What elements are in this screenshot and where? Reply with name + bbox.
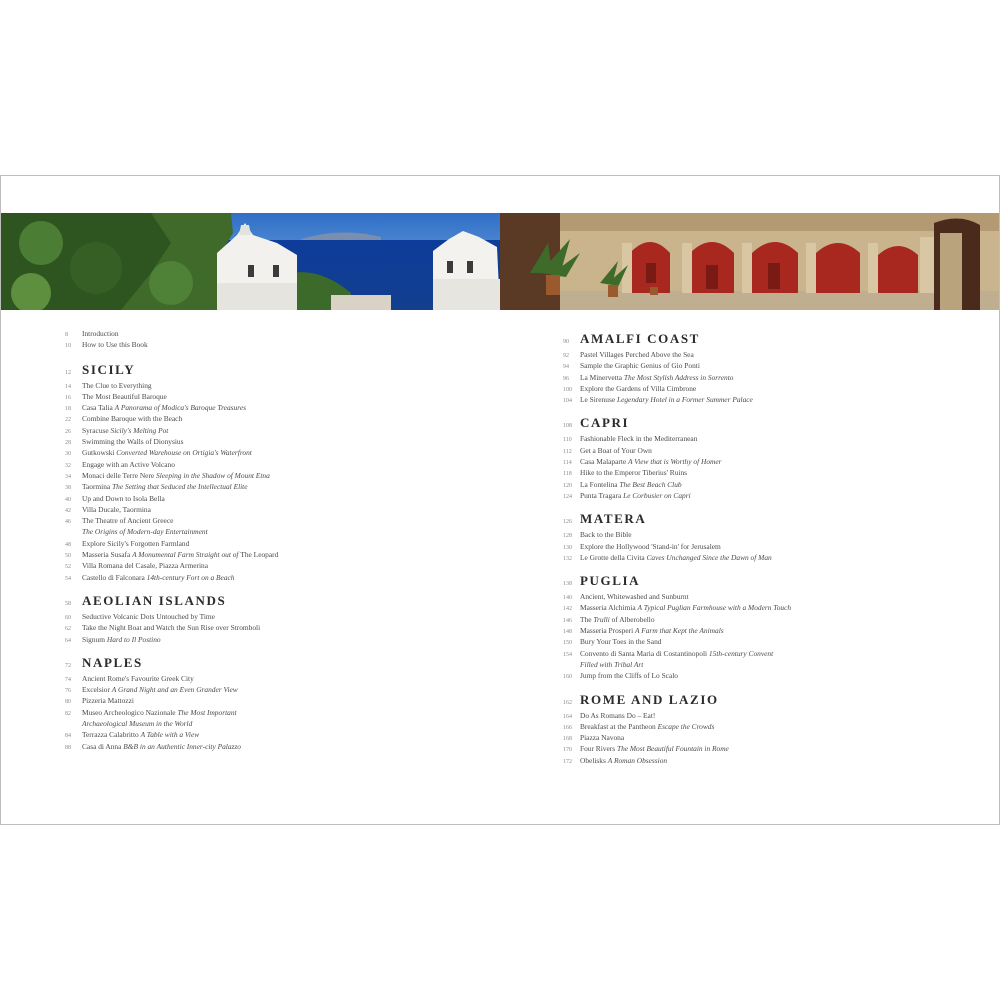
entry-title: Introduction — [82, 329, 119, 338]
page-number: 94 — [563, 364, 569, 371]
entry-title-text: Convento di Santa Maria di Costantinopoli — [580, 648, 709, 658]
toc-entry[interactable] — [563, 710, 983, 721]
entry-title-text: Ancient Rome's Favourite Greek City — [82, 673, 194, 683]
toc-entry[interactable] — [563, 552, 983, 563]
entry-title-italic: Archaeological Museum in the World — [82, 719, 193, 729]
toc-entry[interactable] — [65, 425, 485, 436]
entry-title-text: Punta Tragara — [580, 490, 624, 500]
entry-title-text: Up and Down to Isola Bella — [82, 493, 165, 503]
entry-title-text: Fashionable Fleck in the Mediterranean — [580, 434, 698, 444]
page-number: 148 — [563, 629, 572, 636]
page-number: 34 — [65, 473, 71, 480]
toc-entry[interactable] — [65, 684, 485, 695]
page-number: 76 — [65, 688, 71, 695]
entry-title-text: Monaci delle Terre Nere — [82, 470, 157, 480]
entry-title — [580, 467, 687, 478]
entry-title-text: Seductive Volcanic Dots Untouched by Time — [82, 611, 215, 621]
page-number: 166 — [563, 724, 572, 731]
book-spread — [0, 175, 1000, 825]
entry-title-text: Gutkowski — [82, 448, 117, 458]
page-number: 30 — [65, 451, 71, 458]
toc-section — [65, 362, 485, 583]
section-heading[interactable] — [563, 331, 983, 349]
toc-entry[interactable] — [563, 636, 983, 647]
toc-entry[interactable] — [563, 467, 983, 478]
toc-entry[interactable] — [65, 718, 485, 729]
toc-entry[interactable] — [65, 391, 485, 402]
entry-title — [580, 529, 632, 540]
cloister-photo-illustration — [500, 213, 999, 310]
entry-title — [82, 380, 152, 391]
entry-title-text: Bury Your Toes in the Sand — [580, 637, 662, 647]
entry-title — [580, 541, 721, 552]
page-number: 52 — [65, 564, 71, 571]
entry-title-text: Take the Night Boat and Watch the Sun Rise over Stromboli — [82, 623, 261, 633]
toc-entry[interactable] — [65, 459, 485, 470]
toc-entry[interactable] — [563, 490, 983, 501]
toc-entry[interactable] — [65, 515, 485, 526]
entry-title — [82, 425, 168, 436]
entry-title — [82, 459, 175, 470]
entry-title-text: The Most Beautiful Baroque — [82, 391, 167, 401]
entry-title-text: Villa Romana del Casale, Piazza Armerina — [82, 561, 208, 571]
page-number: 100 — [563, 386, 572, 393]
entry-title — [580, 710, 655, 721]
section-page-number: 58 — [65, 600, 71, 607]
entry-title — [580, 648, 773, 659]
entry-title-text: Casa di Anna — [82, 741, 124, 751]
page-number: 130 — [563, 544, 572, 551]
toc-entry[interactable] — [563, 541, 983, 552]
page-number: 140 — [563, 595, 572, 602]
entry-title-italic: 14th-century Fort on a Beach — [146, 572, 235, 582]
entry-title-italic: Converted Warehouse on Ortigia's Waterfront — [116, 448, 252, 458]
entry-title-text: Swimming the Walls of Dionysius — [82, 437, 184, 447]
page-number: 142 — [563, 606, 572, 613]
entry-title — [82, 611, 215, 622]
entry-title-text: Engage with an Active Volcano — [82, 459, 175, 469]
entry-title-italic: Hard to Il Postino — [106, 634, 161, 644]
section-heading[interactable] — [563, 415, 983, 433]
section-title: AMALFI COAST — [580, 331, 700, 346]
entry-title — [580, 755, 667, 766]
page-number: 26 — [65, 428, 71, 435]
toc-entry[interactable] — [563, 602, 983, 613]
entry-title-text: Masseria Prosperi — [580, 626, 636, 636]
section-title: SICILY — [82, 361, 136, 377]
page-number: 84 — [65, 733, 71, 740]
page-number: 170 — [563, 747, 572, 754]
entry-title-italic: A Panorama of Modica's Baroque Treasures — [114, 403, 246, 413]
toc-section — [563, 692, 983, 766]
entry-title-text: The Theatre of Ancient Greece — [82, 516, 174, 526]
page-number: 16 — [65, 394, 71, 401]
entry-title — [82, 741, 241, 752]
section-page-number: 108 — [563, 423, 572, 430]
entry-title-text: La Fontelina — [580, 479, 620, 489]
page-number: 150 — [563, 640, 572, 647]
toc-entry[interactable] — [65, 729, 485, 740]
entry-title-italic: A Table with a View — [140, 730, 200, 740]
toc-entry[interactable] — [563, 479, 983, 490]
entry-title-text: Breakfast at the Pantheon — [580, 721, 658, 731]
page-number: 128 — [563, 533, 572, 540]
entry-title-text: Taormina — [82, 482, 113, 492]
toc-entry[interactable] — [65, 622, 485, 633]
entry-title — [82, 515, 173, 526]
entry-title: How to Use this Book — [82, 340, 148, 350]
page-number: 92 — [563, 353, 569, 359]
page-number: 42 — [65, 507, 71, 514]
page-number: 110 — [563, 437, 572, 444]
section-page-number: 90 — [563, 339, 569, 345]
entry-title-text: Explore Sicily's Forgotten Farmland — [82, 538, 190, 548]
entry-title-text: Castello di Falconara — [82, 572, 147, 582]
entry-title-italic: B&B in an Authentic Inner-city Palazzo — [123, 741, 242, 751]
toc-entry[interactable] — [65, 549, 485, 560]
toc-entry[interactable] — [563, 383, 983, 394]
section-title: AEOLIAN ISLANDS — [82, 592, 227, 608]
section-heading[interactable] — [65, 655, 485, 673]
toc-entry[interactable] — [65, 611, 485, 622]
entry-title-text: Obelisks — [580, 755, 608, 765]
entry-title — [580, 614, 655, 625]
page-number: 164 — [563, 713, 572, 720]
toc-right-column — [563, 328, 983, 776]
entry-title — [580, 625, 724, 636]
section-page-number: 72 — [65, 662, 71, 669]
entry-title — [82, 622, 260, 633]
page-number: 22 — [65, 417, 71, 424]
entry-title-text: Le Grotte della Civita — [580, 552, 647, 562]
entry-title — [82, 572, 235, 583]
entry-title-text: Four Rivers — [580, 744, 617, 754]
page-number: 64 — [65, 637, 71, 644]
entry-title — [82, 673, 194, 684]
toc-entry[interactable] — [65, 470, 485, 481]
entry-title — [580, 602, 791, 613]
entry-title-italic: The Most Important — [177, 707, 237, 717]
page-number: 82 — [65, 710, 71, 717]
entry-title-italic: Le Corbusier on Capri — [623, 490, 691, 500]
entry-title-italic: Filled with Tribal Art — [580, 659, 644, 669]
toc-entry[interactable] — [563, 721, 983, 732]
entry-title — [82, 695, 134, 706]
entry-title — [580, 445, 652, 456]
toc-entry[interactable] — [65, 413, 485, 424]
toc-entry[interactable] — [563, 456, 983, 467]
section-heading[interactable] — [563, 511, 983, 529]
section-title: ROME AND LAZIO — [580, 691, 719, 707]
entry-title — [580, 372, 733, 383]
page-number: 112 — [563, 448, 572, 455]
toc-entry[interactable] — [65, 526, 485, 537]
toc-entry[interactable] — [65, 572, 485, 583]
section-page-number: 12 — [65, 369, 71, 376]
entry-title-text: Jump from the Cliffs of Lo Scalo — [580, 671, 678, 681]
page-number: 32 — [65, 462, 71, 469]
entry-title — [82, 634, 161, 645]
page-number: 80 — [65, 699, 71, 706]
entry-title-text: Get a Boat of Your Own — [580, 445, 652, 455]
page-number: 10 — [65, 343, 71, 350]
entry-title-text: Casa Malaparte — [580, 457, 629, 467]
toc-entry[interactable] — [563, 529, 983, 540]
entry-title — [82, 718, 192, 729]
entry-title-text: Sample the Graphic Genius of Gio Ponti — [580, 361, 700, 371]
toc-entry[interactable] — [65, 695, 485, 706]
entry-title — [82, 447, 252, 458]
entry-title — [580, 636, 661, 647]
entry-title — [82, 481, 248, 492]
entry-title-italic: Caves Unchanged Since the Dawn of Man — [646, 552, 772, 562]
entry-title-italic: A Typical Puglian Farmhouse with a Modern Touch — [637, 603, 792, 613]
entry-title-italic: 15th-century Convent — [708, 648, 774, 658]
page-number: 124 — [563, 493, 572, 500]
entry-title-text: Villa Ducale, Taormina — [82, 504, 151, 514]
entry-title-tail: The Leopard — [240, 550, 279, 560]
entry-title-text: Museo Archeologico Nazionale — [82, 707, 178, 717]
section-title: NAPLES — [82, 654, 143, 670]
entry-title-italic: A Grand Night and an Even Grander View — [111, 685, 238, 695]
toc-entry[interactable] — [65, 481, 485, 492]
toc-entry[interactable] — [563, 445, 983, 456]
entry-title-italic: A View that is Worthy of Homer — [628, 457, 722, 467]
entry-title — [580, 456, 722, 467]
page-number: 168 — [563, 736, 572, 743]
toc-entry[interactable] — [65, 707, 485, 718]
page-number: 40 — [65, 496, 71, 503]
photo-cloister — [500, 213, 999, 310]
page-number: 18 — [65, 406, 71, 413]
page-number: 50 — [65, 553, 71, 560]
page-number: 46 — [65, 519, 71, 526]
page-number: 28 — [65, 440, 71, 447]
section-heading[interactable] — [563, 692, 983, 710]
entry-title-text: The Clue to Everything — [82, 380, 152, 390]
page-number: 114 — [563, 460, 572, 467]
toc-entry[interactable] — [563, 755, 983, 766]
page-number: 172 — [563, 758, 572, 765]
page-number: 8 — [65, 332, 68, 338]
entry-title-italic: The Origins of Modern-day Entertainment — [82, 527, 208, 537]
toc-left-sections — [65, 362, 485, 752]
entry-title-text: Excelsior — [82, 685, 112, 695]
entry-title-text: The — [580, 614, 594, 624]
entry-title-text: Do As Romans Do – Eat! — [580, 710, 656, 720]
entry-title-text: Pastel Villages Perched Above the Sea — [580, 350, 694, 359]
entry-title — [82, 504, 151, 515]
page-number: 96 — [563, 375, 569, 382]
entry-title — [580, 360, 700, 371]
entry-title-tail: of Alberobello — [609, 614, 655, 624]
toc-entry[interactable] — [563, 659, 983, 670]
toc-entry[interactable] — [65, 560, 485, 571]
entry-title-text: Hike to the Emperor Tiberius' Ruins — [580, 468, 688, 478]
photo-coast — [1, 213, 500, 310]
toc-entry[interactable] — [65, 493, 485, 504]
entry-title — [82, 684, 238, 695]
entry-title — [580, 349, 694, 360]
toc-entry[interactable] — [563, 372, 983, 383]
entry-title-italic: The Best Beach Club — [619, 479, 682, 489]
entry-title-italic: The Setting that Seduced the Intellectual Elite — [112, 482, 248, 492]
entry-title — [82, 436, 184, 447]
page-number: 118 — [563, 471, 572, 478]
toc-entry[interactable] — [563, 648, 983, 659]
section-heading[interactable] — [65, 593, 485, 611]
entry-title-text: Masseria Susafa — [82, 550, 133, 560]
toc-entry[interactable] — [65, 328, 485, 339]
toc-entry[interactable] — [65, 447, 485, 458]
page-number: 62 — [65, 626, 71, 633]
toc-section — [65, 655, 485, 752]
entry-title-text: Combine Baroque with the Beach — [82, 414, 183, 424]
toc-entry[interactable] — [563, 743, 983, 754]
entry-title — [82, 470, 270, 481]
entry-title — [580, 552, 772, 563]
toc-right-sections — [563, 331, 983, 766]
entry-title-text: Piazza Navona — [580, 733, 625, 743]
entry-title — [82, 538, 189, 549]
entry-title — [82, 413, 182, 424]
page-number: 14 — [65, 383, 71, 390]
entry-title — [82, 402, 246, 413]
entry-title — [580, 479, 682, 490]
page-number: 88 — [65, 744, 71, 751]
page-number: 132 — [563, 555, 572, 562]
section-title: CAPRI — [580, 415, 630, 431]
toc-entry[interactable] — [563, 433, 983, 444]
entry-title — [580, 721, 714, 732]
toc-entry[interactable] — [65, 380, 485, 391]
toc-entry[interactable] — [65, 741, 485, 752]
entry-title — [82, 549, 278, 560]
section-heading[interactable] — [65, 362, 485, 380]
toc-entry[interactable] — [563, 591, 983, 602]
section-page-number: 126 — [563, 519, 572, 526]
entry-title-italic: The Most Stylish Address in Sorrento — [623, 372, 734, 382]
entry-title-text: Terrazza Calabritto — [82, 730, 141, 740]
page-number: 120 — [563, 482, 572, 489]
entry-title-italic: Escape the Crowds — [657, 721, 715, 731]
toc-entry[interactable] — [563, 614, 983, 625]
toc-entry[interactable] — [65, 538, 485, 549]
entry-title-italic: A Farm that Kept the Animals — [635, 626, 724, 636]
toc-entry[interactable] — [563, 732, 983, 743]
entry-title-italic: A Monumental Farm Straight out of — [132, 550, 241, 560]
entry-title — [580, 394, 753, 405]
entry-title — [580, 490, 691, 501]
toc-section — [563, 415, 983, 501]
toc-left-column — [65, 328, 485, 762]
entry-title — [82, 560, 208, 571]
coast-photo-illustration — [1, 213, 500, 310]
entry-title-text: Masseria Alchimia — [580, 603, 638, 613]
page-number: 154 — [563, 651, 572, 658]
entry-title-text: Syracuse — [82, 425, 111, 435]
entry-title-text: Casa Talia — [82, 403, 115, 413]
section-page-number: 162 — [563, 699, 572, 706]
toc-section — [563, 573, 983, 681]
entry-title-italic: Sicily's Melting Pot — [110, 425, 169, 435]
page-number: 104 — [563, 398, 572, 405]
entry-title-text: Explore the Gardens of Villa Cimbrone — [580, 383, 697, 393]
toc-entry[interactable] — [65, 339, 485, 350]
entry-title-italic: A Roman Obsession — [607, 755, 668, 765]
entry-title — [82, 493, 165, 504]
entry-title-italic: Legendary Hotel in a Former Summer Palace — [616, 395, 753, 405]
toc-section — [65, 593, 485, 645]
entry-title-text: Pizzeria Mattozzi — [82, 696, 134, 706]
toc-entry[interactable] — [563, 360, 983, 371]
page-number: 54 — [65, 575, 71, 582]
entry-title — [580, 383, 696, 394]
page-number: 160 — [563, 674, 572, 681]
section-title: MATERA — [580, 511, 647, 527]
entry-title-italic: Sleeping in the Shadow of Mount Etna — [156, 470, 270, 480]
toc-entry[interactable] — [563, 394, 983, 405]
entry-title — [82, 729, 199, 740]
entry-title-italic: Trulli — [593, 614, 610, 624]
entry-title-text: Le Sirenuse — [580, 395, 617, 405]
entry-title — [580, 659, 643, 670]
toc-entry[interactable] — [65, 504, 485, 515]
page-number: 146 — [563, 617, 572, 624]
entry-title — [580, 591, 689, 602]
page-number: 60 — [65, 614, 71, 621]
entry-title-text: Explore the Hollywood 'Stand-in' for Jerusalem — [580, 541, 721, 551]
entry-title-text: Signum — [82, 634, 107, 644]
toc-section — [563, 331, 983, 405]
entry-title-text: Ancient, Whitewashed and Sunburnt — [580, 592, 689, 602]
entry-title — [580, 670, 678, 681]
toc-entry[interactable] — [65, 634, 485, 645]
toc-entry[interactable] — [563, 625, 983, 636]
section-page-number: 138 — [563, 581, 572, 588]
entry-title — [580, 433, 697, 444]
entry-title — [82, 526, 208, 537]
entry-title — [580, 732, 624, 743]
entry-title-text: Back to the Bible — [580, 530, 632, 540]
toc-section — [563, 511, 983, 563]
page-number: 48 — [65, 541, 71, 548]
toc-entry[interactable] — [563, 349, 983, 360]
entry-title — [580, 743, 729, 754]
page-number: 74 — [65, 676, 71, 683]
section-heading[interactable] — [563, 573, 983, 591]
toc-entry[interactable] — [65, 436, 485, 447]
toc-entry[interactable] — [65, 402, 485, 413]
toc-entry[interactable] — [65, 673, 485, 684]
toc-entry[interactable] — [563, 670, 983, 681]
entry-title — [82, 391, 167, 402]
entry-title-text: La Minervetta — [580, 372, 624, 382]
section-title: PUGLIA — [580, 573, 641, 589]
page-number: 38 — [65, 485, 71, 492]
entry-title — [82, 707, 237, 718]
entry-title-italic: The Most Beautiful Fountain in Rome — [616, 744, 729, 754]
